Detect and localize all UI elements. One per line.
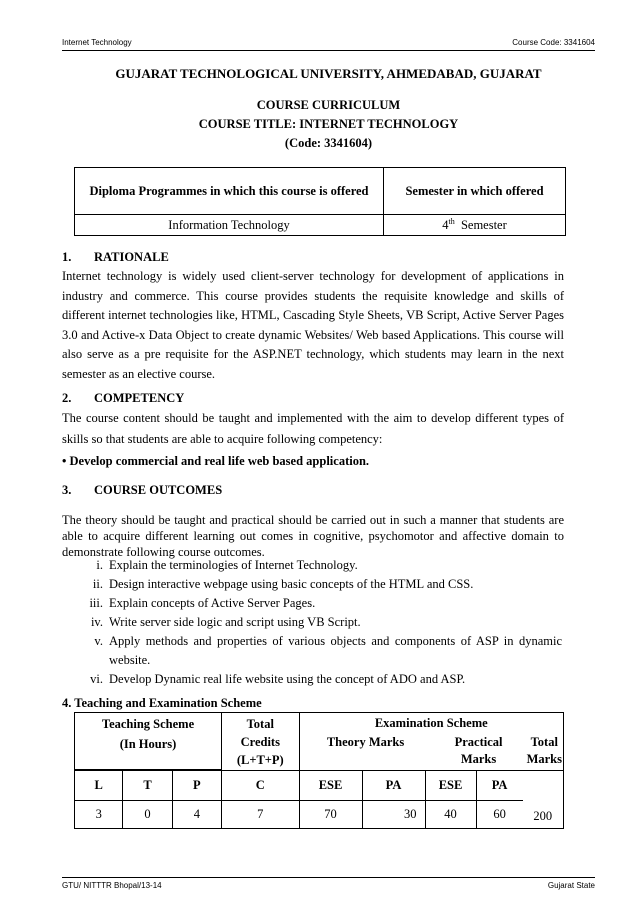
col-L: L [75,771,123,801]
theory-marks-header: Theory Marks [326,735,405,749]
list-item: iv. Write server side logic and script using VB Script. [90,615,361,629]
value-pa-theory: 30 [362,801,425,829]
practical-marks-header: Practical Marks [454,735,503,766]
page-header [62,38,595,51]
semester-col-header: Semester in which offered [384,168,566,215]
curriculum-title: COURSE CURRICULUM [256,98,401,112]
competency-bullet: • Develop commercial and real life web based application. [62,454,370,468]
list-item: iii. Explain concepts of Active Server Pages. [89,596,316,610]
programme-table [74,167,566,236]
competency-heading: 2. COMPETENCY [62,391,185,405]
course-title: COURSE TITLE: INTERNET TECHNOLOGY [198,117,459,131]
outcomes-intro: The theory should be taught and practical should be carried out in such a manner that students are able to acquire different learning out comes in cognitive, psychomotor and affective domain to demonstrate following course outcomes. [62,513,564,559]
total-marks-header: Total Marks [526,735,562,766]
outcomes-list [62,556,564,689]
list-item: i. Explain the terminologies of Internet Technology. [96,558,358,572]
bullet-icon: • [62,454,67,468]
rationale-heading: 1. RATIONALE [62,250,169,264]
value-ese-theory: 70 [299,801,362,829]
header-right: Course Code: 3341604 [512,38,595,47]
value-P: 4 [172,801,221,829]
university-title: GUJARAT TECHNOLOGICAL UNIVERSITY, AHMEDABAD, GUJARAT [115,66,542,81]
value-C: 7 [222,801,300,829]
col-pa-theory: PA [362,771,425,801]
credits-header: Total Credits (L+T+P) [222,713,300,771]
header-left: Internet Technology [62,38,132,47]
list-item: vi. Develop Dynamic real life website using the concept of ADO and ASP. [90,672,466,686]
value-L: 3 [75,801,123,829]
competency-text: The course content should be taught and implemented with the aim to develop different types of skills so that students are able to acquire following competency: [62,411,564,446]
value-T: 0 [123,801,172,829]
semester-value: 4th Semester [384,215,566,236]
value-ese-practical: 40 [425,801,476,829]
col-ese-practical: ESE [425,771,476,801]
outcomes-heading: 3. COURSE OUTCOMES [62,483,223,497]
programme-name: Information Technology [75,215,384,236]
col-C: C [222,771,300,801]
footer-left: GTU/ NITTTR Bhopal/13-14 [62,881,162,890]
course-code: (Code: 3341604) [284,136,373,150]
col-pa-practical: PA [476,771,523,801]
value-pa-practical: 60 [476,801,523,829]
list-item: v. Apply methods and properties of various objects and components of ASP in dynamic website. [94,634,562,667]
footer-right: Gujarat State [547,881,595,890]
col-P: P [172,771,221,801]
outcomes-heading-block [62,480,564,500]
total-marks-value: 200 [523,771,564,829]
rationale-text: Internet technology is widely used client-server technology for development of applications in industry and commerce. This course provides students the requisite knowledge and skills of different internet technologies like, HTML, Cascading Style Sheets, VB Script, Active Server Pages 3.0 and Active-x Data Object to create dynamic Websites/ Web based Applications. This course will also serve as a pre requisite for the ASP.NET technology, which students may learn in the next semester as an elective course. [62,269,564,381]
teaching-scheme-header: Teaching Scheme (In Hours) [75,713,222,770]
programme-col-header: Diploma Programmes in which this course is offered [75,168,384,215]
scheme-table [74,712,564,829]
exam-scheme-header: Examination Scheme Theory Marks Practical Marks Total Marks [299,713,563,770]
rationale-section [62,247,564,385]
page-footer [62,877,595,890]
list-item: ii. Design interactive webpage using basic concepts of the HTML and CSS. [92,577,474,591]
scheme-heading: 4. Teaching and Examination Scheme [62,696,262,710]
competency-section [62,388,564,472]
col-ese-theory: ESE [299,771,362,801]
col-T: T [123,771,172,801]
